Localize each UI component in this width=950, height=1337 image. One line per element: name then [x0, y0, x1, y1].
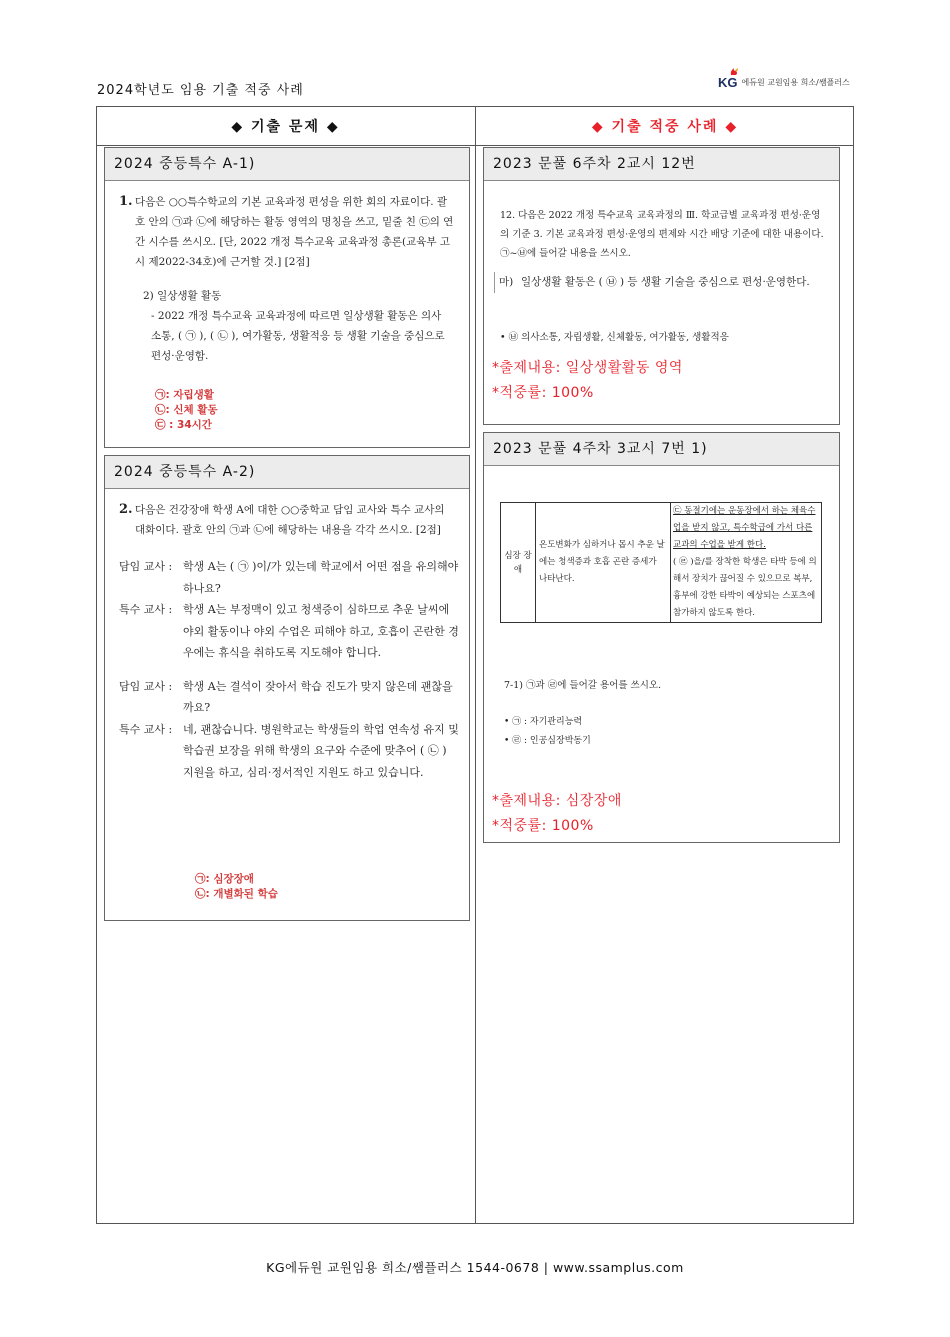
hit-rate: *적중률: 100% — [492, 385, 594, 401]
dialog-line — [119, 599, 459, 664]
dialog-line — [119, 556, 459, 599]
sub-heading: 2) 일상생활 활동 — [143, 290, 222, 302]
item-block — [494, 272, 835, 293]
brand-logo — [718, 68, 850, 90]
underlined-guidance: ㉢ 동절기에는 운동장에서 하는 체육수업을 받지 않고, 특수학급에 가서 다른 교과의 수업을 받게 한다. — [673, 506, 816, 550]
question-block — [119, 192, 457, 366]
hit-rate: *적중률: 100% — [492, 818, 594, 834]
example-table-wrap — [500, 502, 822, 623]
dialog-line — [119, 676, 459, 719]
speaker: 담임 교사 : — [119, 560, 173, 573]
header-divider — [96, 145, 854, 146]
speaker: 특수 교사 : — [119, 603, 173, 616]
answer-item: ㉡: 신체 활동 — [155, 404, 218, 416]
answer-item: ㉠: 심장장애 — [195, 873, 254, 885]
table-cell-symptom: 온도변화가 심하거나 몹시 추운 날에는 청색증과 호흡 곤란 증세가 나타난다. — [536, 503, 671, 623]
column-header-left: ◆ 기출 문제 ◆ — [231, 118, 340, 135]
guidance-text: ( ㉣ )을/를 장착한 학생은 타박 등에 의해서 장치가 끊어질 수 있으므로 복부, 흉부에 강한 타박이 예상되는 스포츠에 참가하지 않도록 한다. — [673, 557, 817, 618]
answer-bullet: • ㉠ : 자기관리능력 — [504, 717, 583, 727]
card-title: 2024 중등특수 A-1) — [105, 148, 469, 181]
answer-item: ㉡: 개별화된 학습 — [195, 888, 278, 900]
card-title: 2024 중등특수 A-2) — [105, 456, 469, 489]
answer-item: ㉢ : 34시간 — [155, 419, 212, 431]
speech: 학생 A는 결석이 잦아서 학습 진도가 맞지 않은데 괜찮을까요? — [183, 679, 453, 714]
dialog — [119, 556, 459, 783]
left-card-a1 — [104, 147, 470, 448]
question-number: 1. — [119, 194, 133, 209]
logo-flame-icon — [730, 68, 738, 75]
answer-bullets — [504, 713, 591, 751]
exam-content: *출제내용: 일상생활활동 영역 — [492, 360, 683, 376]
left-card-a2 — [104, 455, 470, 921]
speech: 학생 A는 부정맥이 있고 청색증이 심하므로 추운 날씨에 야외 활동이나 야외 수업은 피해야 하고, 호흡이 곤란한 경우에는 휴식을 취하도록 지도해야 합니다. — [183, 603, 459, 659]
answer-list — [155, 388, 218, 433]
sub-question: 7-1) ㉠과 ㉣에 들어갈 용어를 쓰시오. — [504, 680, 662, 691]
exam-content: *출제내용: 심장장애 — [492, 793, 622, 809]
question-text: 12. 다음은 2022 개정 특수교육 교육과정의 Ⅲ. 학교급별 교육과정 편성·운영의 기준 3. 기본 교육과정 편성·운영의 편제와 시간 배당 기준에 대한 내용이다. ㉠~㉥에 들어갈 내용을 쓰시오. — [500, 210, 824, 259]
logo-kg: KG — [718, 75, 738, 90]
document-title: 2024학년도 임용 기출 적중 사례 — [97, 83, 304, 98]
sub-text: - 2022 개정 특수교육 교육과정에 따르면 일상생활 활동은 의사소통, ( ㉠ ), ( ㉡ ), 여가활동, 생활적응 등 생활 기술을 중심으로 편성·운영함. — [151, 310, 445, 362]
card-title: 2023 문풀 4주차 3교시 7번 1) — [484, 433, 839, 466]
answer-bullet: • ㉣ : 인공심장박동기 — [504, 736, 591, 746]
footer-contact: KG에듀원 교원임용 희소/쌤플러스 1544-0678 | www.ssamplus.com — [266, 1260, 684, 1275]
right-card-6w — [483, 147, 840, 425]
table-cell-guidance — [671, 503, 822, 623]
card-title: 2023 문풀 6주차 2교시 12번 — [484, 148, 839, 181]
question-block — [119, 500, 459, 783]
speech: 학생 A는 ( ㉠ )이/가 있는데 학교에서 어떤 점을 유의해야 하나요? — [183, 560, 459, 595]
speaker: 담임 교사 : — [119, 679, 173, 693]
question-text: 다음은 ○○특수학교의 기본 교육과정 편성을 위한 회의 자료이다. 괄호 안의 ㉠과 ㉡에 해당하는 활동 영역의 명칭을 쓰고, 밑줄 친 ㉢의 연간 시수를 쓰시오. [단, 2022 개정 특수교육 교육과정 총론(교육부 고시 제2022-34호)에 근거할 것.] [2점] — [135, 196, 454, 268]
item-label: 마) — [499, 276, 514, 288]
right-card-4w — [483, 432, 840, 843]
question-number: 2. — [119, 502, 133, 517]
question-text: 다음은 건강장애 학생 A에 대한 ○○중학교 담임 교사와 특수 교사의 대화이다. 괄호 안의 ㉠과 ㉡에 해당하는 내용을 각각 쓰시오. [2점] — [135, 504, 445, 536]
answer-bullet: • ㉥ 의사소통, 자립생활, 신체활동, 여가활동, 생활적응 — [500, 332, 729, 343]
logo-subtitle: 에듀원 교원임용 희소/쌤플러스 — [741, 78, 850, 87]
speech: 네, 괜찮습니다. 병원학교는 학생들의 학업 연속성 유지 및 학습권 보장을 위해 학생의 요구와 수준에 맞추어 ( ㉡ ) 지원을 하고, 심리·정서적인 지원도 하고 있습니다. — [183, 722, 459, 779]
dialog-line — [119, 719, 459, 784]
table-row-label: 심장 장애 — [501, 503, 536, 623]
speaker: 특수 교사 : — [119, 722, 173, 736]
answer-item: ㉠: 자립생활 — [155, 389, 214, 401]
example-table — [500, 502, 822, 623]
column-header-right: ◆ 기출 적중 사례 ◆ — [591, 118, 739, 135]
result-block — [492, 789, 622, 839]
result-block — [492, 356, 683, 406]
item-text: 일상생활 활동은 ( ㉥ ) 등 생활 기술을 중심으로 편성·운영한다. — [521, 276, 810, 288]
answer-list — [195, 872, 278, 902]
column-divider — [475, 106, 476, 1224]
